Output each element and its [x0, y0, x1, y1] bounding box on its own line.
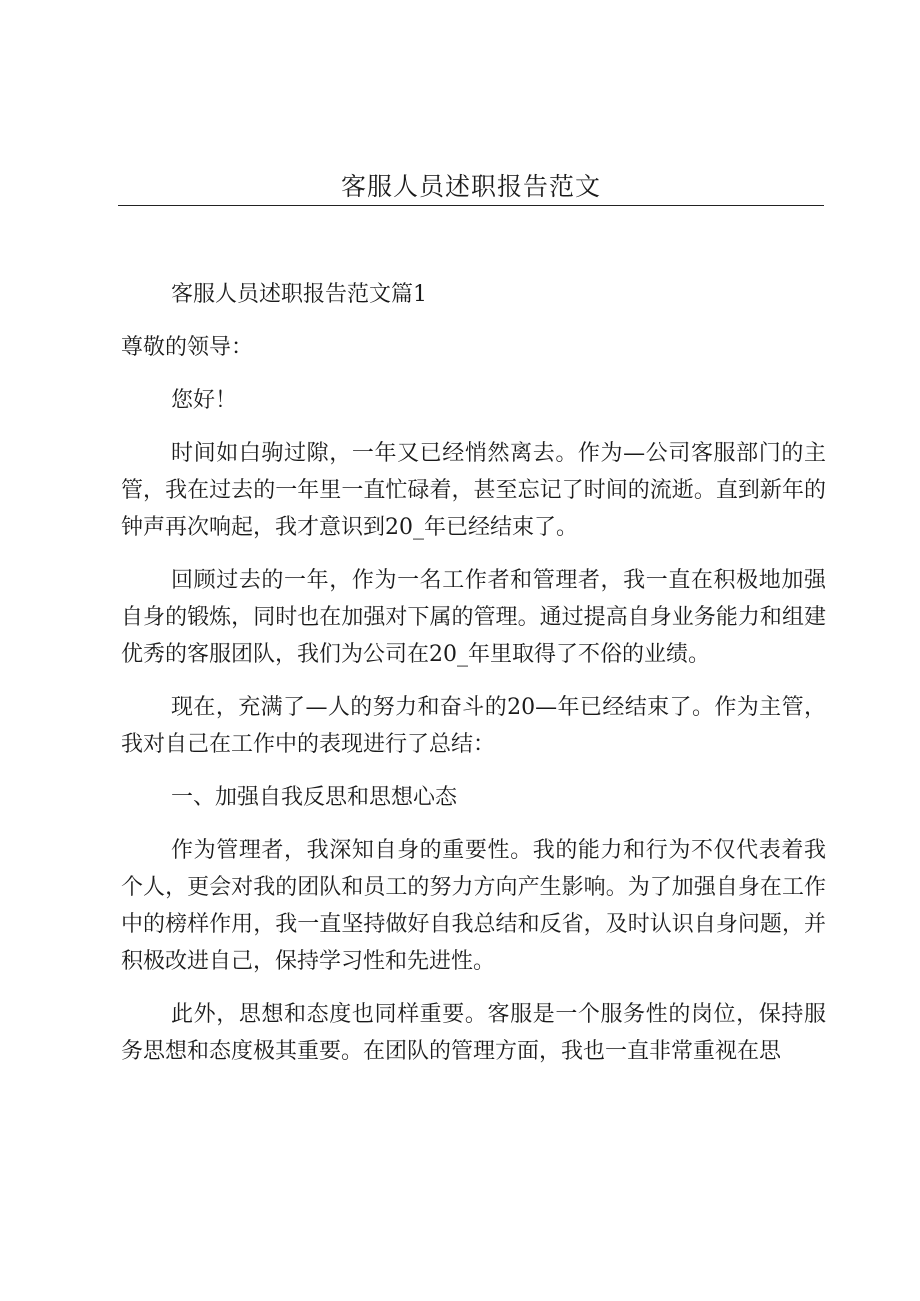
body-paragraph: 现在，充满了—人的努力和奋斗的20—年已经结束了。作为主管，我对自己在工作中的表现进行了总结： — [121, 695, 826, 757]
body-paragraph: 时间如白驹过隙，一年又已经悄然离去。作为—公司客服部门的主管，我在过去的一年里一直忙碌着，甚至忘记了时间的流逝。直到新年的钟声再次响起，我才意识到20_年已经结束了。 — [121, 441, 826, 540]
title-underline — [118, 205, 824, 206]
salutation: 尊敬的领导： — [121, 335, 254, 360]
greeting: 您好！ — [171, 388, 238, 413]
body-paragraph: 此外，思想和态度也同样重要。客服是一个服务性的岗位，保持服务思想和态度极其重要。在团队的管理方面，我也一直非常重视在思 — [121, 1002, 826, 1064]
body-paragraph: 回顾过去的一年，作为一名工作者和管理者，我一直在积极地加强自身的锻炼，同时也在加强对下属的管理。通过提高自身业务能力和组建优秀的客服团队，我们为公司在20_年里取得了不俗的业绩。 — [121, 568, 826, 667]
body-paragraph: 作为管理者，我深知自身的重要性。我的能力和行为不仅代表着我个人，更会对我的团队和员工的努力方向产生影响。为了加强自身在工作中的榜样作用，我一直坚持做好自我总结和反省，及时认识自身问题，并积极改进自己，保持学习性和先进性。 — [121, 838, 826, 974]
section-heading-article-1: 客服人员述职报告范文篇1 — [171, 282, 427, 307]
document-body — [121, 276, 826, 1086]
section-heading: 一、加强自我反思和思想心态 — [171, 785, 458, 810]
document-title: 客服人员述职报告范文 — [340, 172, 601, 201]
